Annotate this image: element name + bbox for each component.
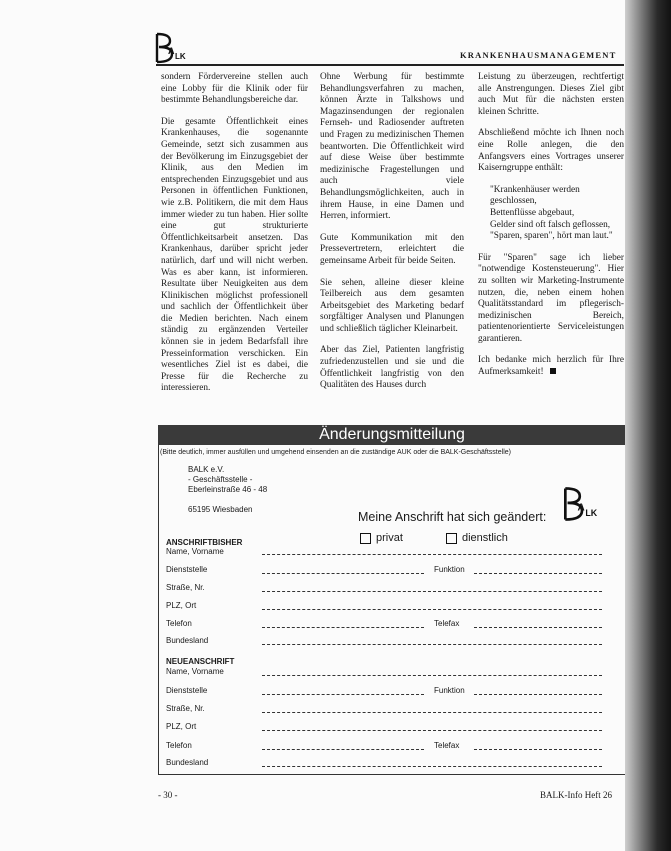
svg-text:A: A bbox=[577, 502, 585, 514]
field-label-funktion: Funktion bbox=[434, 565, 465, 574]
paragraph: Für "Sparen" sage ich lieber "notwendige Kostensteuerung". Hier zu sollten wir Marketing-Instrumente nutzen, die, neben einem hohen Qualitätsstandard im pflegerisch-medizinischen Bereich, patientenorientierte Serviceleistungen garantieren. bbox=[478, 252, 624, 344]
address-line: 65195 Wiesbaden bbox=[188, 505, 253, 514]
field-label-plz: PLZ, Ort bbox=[166, 601, 197, 610]
page-binding-shadow bbox=[625, 0, 671, 851]
old-dienststelle-field[interactable] bbox=[262, 573, 424, 574]
new-name-field[interactable] bbox=[262, 675, 602, 676]
field-label-funktion: Funktion bbox=[434, 686, 465, 695]
issue-label: BALK-Info Heft 26 bbox=[540, 790, 612, 800]
page-number: - 30 - bbox=[158, 790, 178, 800]
address-line: - Geschäftsstelle - bbox=[188, 475, 253, 484]
field-label-plz: PLZ, Ort bbox=[166, 722, 197, 731]
paragraph: Sie sehen, alleine dieser kleine Teilbereich aus dem gesamten Arbeitsgebiet des Marketing bedarf sorgfältiger Analysen und Planungen und schließlich täglicher Kleinarbeit. bbox=[320, 277, 464, 334]
quote-line: Gelder sind oft falsch geflossen, bbox=[490, 219, 611, 230]
checkbox-work[interactable] bbox=[446, 533, 457, 544]
field-label-bundesland: Bundesland bbox=[166, 636, 209, 645]
balk-logo-form bbox=[562, 486, 602, 527]
field-label-telefax: Telefax bbox=[434, 741, 460, 750]
article-column-1 bbox=[161, 72, 308, 405]
paragraph: Leistung zu überzeugen, rechtfertigt alle Anstrengungen. Dieses Ziel gibt auch Mut für die nächsten ersten kleinen Schritte. bbox=[478, 72, 624, 117]
old-funktion-field[interactable] bbox=[474, 573, 602, 574]
field-label-dienststelle: Dienststelle bbox=[166, 565, 208, 574]
old-strasse-field[interactable] bbox=[262, 591, 602, 592]
end-mark-icon bbox=[550, 368, 556, 374]
paragraph: Ohne Werbung für bestimmte Behandlungsverfahren zu machen, können Ärzte in Talkshows und Magazinsendungen der regionalen Fernseh- und Radiosender auftreten und Fragen zu medizinischen Themen beantworten. Die Öffentlichkeit wird auf diese Weise über bestimmte medizinische Fragestellungen und auch viele Behandlungsmöglichkeiten, auch in ihrem Hause, in eine Damen und Herren, informiert. bbox=[320, 72, 464, 222]
old-bundesland-field[interactable] bbox=[262, 644, 602, 645]
paragraph-closing bbox=[478, 355, 624, 378]
address-line: Eberleinstraße 46 - 48 bbox=[188, 485, 268, 494]
old-plz-field[interactable] bbox=[262, 609, 602, 610]
address-line: BALK e.V. bbox=[188, 465, 225, 474]
paragraph: Abschließend möchte ich Ihnen noch eine Rolle anlegen, die den Anfangsvers eines Vortrages unserer Kaiserngruppe enthält: bbox=[478, 128, 624, 174]
paragraph: Aber das Ziel, Patienten langfristig zufriedenzustellen und sie und die Öffentlichkeit langfristig von den Qualitäten des Hauses durch bbox=[320, 345, 464, 391]
paragraph: Gute Kommunikation mit den Pressevertretern, erleichtert die gemeinsame Arbeit für beide Seiten. bbox=[320, 232, 464, 266]
quote-line: "Sparen, sparen", hört man laut." bbox=[490, 231, 613, 242]
field-label-name: Name, Vorname bbox=[166, 547, 224, 556]
svg-text:A: A bbox=[168, 46, 175, 56]
paragraph: Die gesamte Öffentlichkeit eines Krankenhauses, die sogenannte Gemeinde, setzt sich zusammen aus der Bevölkerung im Einzugsgebiet der Klinik, aus den Medien im entsprechenden Einzugsgebiet und aus Personen in öffentlichen Funktionen, wie z.B. Politikern, die mit dem Haus immer wieder zu tun haben. Hier sollte eine gut strukturierte Öffentlichkeitsarbeit ansetzen. Das Krankenhaus, darüber spricht jeder natürlich, darf und will nicht werben. Was es aber kann, ist informieren. Resultate über Neuigkeiten aus dem Klinikischen möglichst professionell und sachlich der Öffentlichkeit über die Medien berichten. Nach einem ständig zu ergänzenden Verteiler können sie in jedem Bedarfsfall ihre Presseinformation verschicken. Ein wesentliches Ziel ist es dabei, die Presse für die Recherche zu interessieren. bbox=[161, 116, 308, 394]
checkbox-private[interactable] bbox=[360, 533, 371, 544]
field-label-name: Name, Vorname bbox=[166, 667, 224, 676]
new-telefax-field[interactable] bbox=[474, 749, 602, 750]
option-private-label: privat bbox=[376, 532, 403, 544]
article-column-2 bbox=[320, 72, 464, 402]
form-headline: Meine Anschrift hat sich geändert: bbox=[358, 510, 547, 524]
field-label-telefon: Telefon bbox=[166, 619, 192, 628]
new-address-heading: NEUEANSCHRIFT bbox=[166, 657, 235, 666]
svg-text:LK: LK bbox=[585, 508, 598, 519]
new-plz-field[interactable] bbox=[262, 730, 602, 731]
svg-text:LK: LK bbox=[175, 52, 186, 61]
old-telefon-field[interactable] bbox=[262, 627, 424, 628]
old-name-field[interactable] bbox=[262, 554, 602, 555]
field-label-strasse: Straße, Nr. bbox=[166, 704, 205, 713]
article-column-3 bbox=[478, 72, 624, 389]
form-note: (Bitte deutlich, immer ausfüllen und umgehend einsenden an die zuständige AUK oder die BALK-Geschäftsstelle) bbox=[160, 449, 511, 456]
field-label-dienststelle: Dienststelle bbox=[166, 686, 208, 695]
header-rule bbox=[156, 64, 624, 66]
form-banner: Änderungsmitteilung bbox=[158, 425, 626, 445]
old-address-heading: ANSCHRIFTBISHER bbox=[166, 538, 243, 547]
field-label-telefax: Telefax bbox=[434, 619, 460, 628]
quote-line: Bettenflüsse abgebaut, bbox=[490, 207, 575, 218]
new-funktion-field[interactable] bbox=[474, 694, 602, 695]
paragraph: sondern Fördervereine stellen auch eine Lobby für die Klinik oder für bestimmte Behandlungsbereiche dar. bbox=[161, 72, 308, 106]
field-label-telefon: Telefon bbox=[166, 741, 192, 750]
closing-text: Ich bedanke mich herzlich für Ihre Aufmerksamkeit! bbox=[478, 355, 624, 378]
old-telefax-field[interactable] bbox=[474, 627, 602, 628]
new-strasse-field[interactable] bbox=[262, 712, 602, 713]
running-header: KRANKENHAUSMANAGEMENT bbox=[460, 50, 617, 60]
field-label-strasse: Straße, Nr. bbox=[166, 583, 205, 592]
option-work[interactable] bbox=[446, 532, 508, 544]
quote bbox=[490, 185, 624, 243]
quote-line: "Krankenhäuser werden geschlossen, bbox=[490, 184, 580, 207]
option-private[interactable] bbox=[360, 532, 403, 544]
new-telefon-field[interactable] bbox=[262, 749, 424, 750]
new-dienststelle-field[interactable] bbox=[262, 694, 424, 695]
new-bundesland-field[interactable] bbox=[262, 766, 602, 767]
option-work-label: dienstlich bbox=[462, 532, 508, 544]
field-label-bundesland: Bundesland bbox=[166, 758, 209, 767]
